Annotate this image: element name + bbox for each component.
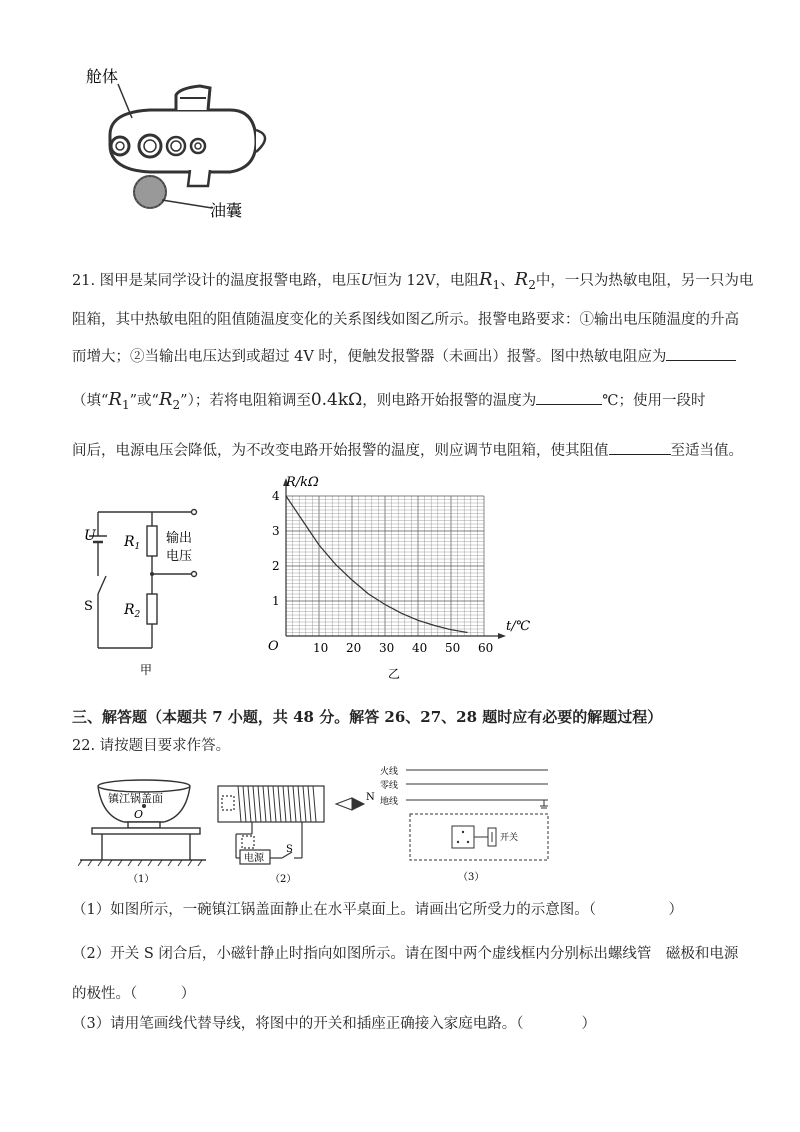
coil-turn — [253, 786, 256, 822]
label-s: S — [84, 599, 93, 614]
x-tick-label: 40 — [412, 641, 428, 655]
coil-turn — [263, 786, 266, 822]
fig2-n-label: N — [366, 792, 375, 803]
y-tick-label: 2 — [272, 559, 280, 573]
q21-line1: 21. 图甲是某同学设计的温度报警电路，电压U恒为 12V，电阻$R_1$、$R_2$中，一只为热敏电阻，另一只为电 — [72, 269, 754, 292]
q22-figure-2 — [212, 778, 380, 886]
coil-turn — [278, 786, 281, 822]
coil-turn — [243, 786, 246, 822]
label-r2: $R_2$ — [124, 602, 141, 620]
y-tick-label: 1 — [272, 594, 280, 608]
coil-turn — [268, 786, 271, 822]
label-output-2: 电压 — [166, 549, 193, 564]
coil-turn — [238, 786, 241, 822]
y-axis-label: R/kΩ — [286, 475, 319, 490]
fig3-caption: （3） — [458, 872, 485, 883]
origin-label: O — [268, 639, 279, 654]
label-r1: $R_1$ — [124, 534, 141, 552]
y-tick-label: 3 — [272, 524, 280, 538]
fig3-zero-label: 零线 — [380, 781, 399, 791]
chart-caption: 乙 — [388, 667, 401, 681]
q22-part-1: （1）如图所示，一碗镇江锅盖面静止在水平桌面上。请画出它所受力的示意图。（ ） — [72, 902, 683, 918]
x-axis-label: t/℃ — [506, 619, 531, 634]
q22-part-2: （2）开关 S 闭合后，小磁针静止时指向如图所示。请在图中两个虚线框内分别标出螺线管 磁极和电源 — [72, 946, 739, 962]
fig1-point-o: O — [134, 808, 144, 821]
q22-figure-3 — [380, 762, 580, 886]
answer-blank-2[interactable] — [536, 390, 602, 405]
answer-blank-1[interactable] — [666, 346, 736, 361]
coil-turn — [248, 786, 251, 822]
fig3-fire-label: 火线 — [380, 767, 399, 777]
label-output-1: 输出 — [166, 531, 193, 546]
label-body: 舱体 — [86, 67, 119, 86]
q22-part-2b: 的极性。（ ） — [72, 986, 196, 1002]
coil-turn — [273, 786, 276, 822]
q21-line2: 阻箱，其中热敏电阻的阻值随温度变化的关系图线如图乙所示。报警电路要求：①输出电压随温度的升高 — [72, 312, 739, 328]
x-tick-label: 10 — [313, 641, 329, 655]
series-line — [286, 496, 468, 633]
q22-part-3: （3）请用笔画线代替导线，将图中的开关和插座正确接入家庭电路。（ ） — [72, 1016, 596, 1032]
fig1-bowl-text: 镇江锅盖面 — [108, 792, 163, 805]
x-tick-label: 50 — [445, 641, 461, 655]
y-tick-label: 4 — [272, 489, 280, 503]
q21-line3: 而增大；②当输出电压达到或超过 4V 时，便触发报警器（未画出）报警。图中热敏电阻应为 — [72, 346, 736, 367]
x-tick-label: 30 — [379, 641, 395, 655]
fig2-power-label: 电源 — [244, 853, 264, 864]
fig1-caption: （1） — [128, 874, 155, 885]
coil-turn — [258, 786, 261, 822]
q22-figure-1 — [78, 768, 208, 886]
coil-turn — [308, 786, 311, 822]
fig2-caption: （2） — [270, 874, 297, 885]
circuit-diagram-jia — [80, 498, 230, 678]
resistance-temperature-chart — [262, 470, 542, 685]
coil-turn — [283, 786, 286, 822]
coil-turn — [293, 786, 296, 822]
fig2-s-label: S — [286, 844, 293, 855]
label-u: U — [84, 528, 96, 544]
x-tick-label: 60 — [478, 641, 494, 655]
q21-line4: （填“$R_1$”或“$R_2$”）；若将电阻箱调至0.4kΩ，则电路开始报警的温度为 ℃；使用一段时 — [72, 389, 706, 412]
coil-turn — [303, 786, 306, 822]
answer-blank-3[interactable] — [609, 440, 671, 455]
q21-line5: 间后，电源电压会降低，为不改变电路开始报警的温度，则应调节电阻箱，使其阻值 至适当值。 — [72, 440, 743, 461]
fig3-ground-label: 地线 — [380, 797, 399, 807]
fig3-switch-label: 开关 — [500, 833, 519, 843]
label-oil: 油囊 — [210, 201, 243, 220]
x-tick-label: 20 — [346, 641, 362, 655]
coil-turn — [288, 786, 291, 822]
coil-turn — [298, 786, 301, 822]
coil-turn — [313, 786, 316, 822]
caption-jia: 甲 — [140, 663, 153, 677]
section-title: 三、解答题（本题共 7 小题，共 48 分。解答 26、27、28 题时应有必要的解题过程） — [72, 708, 663, 726]
x-axis-arrow — [498, 633, 506, 639]
q22-intro: 22. 请按题目要求作答。 — [72, 738, 231, 754]
submarine-figure — [80, 60, 280, 230]
